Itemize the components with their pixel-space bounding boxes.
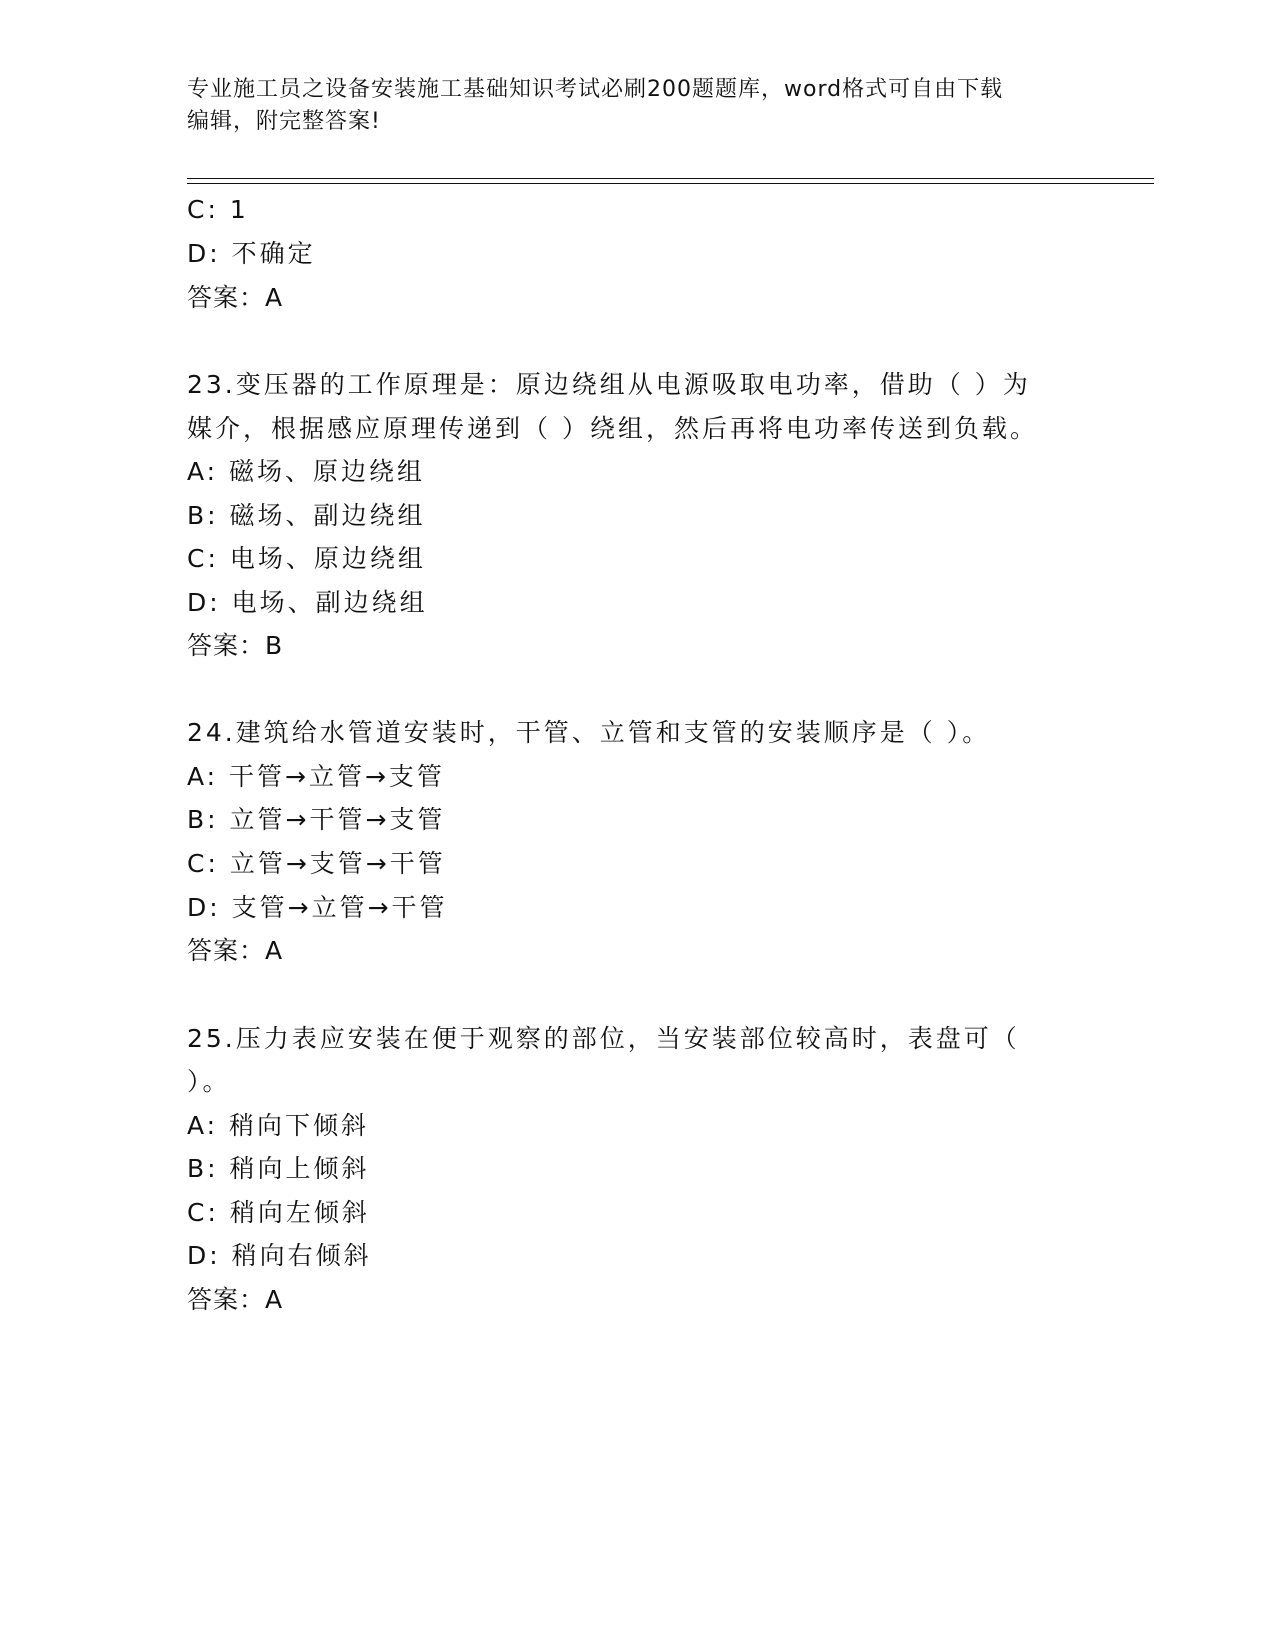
header-divider-bottom bbox=[187, 183, 1154, 184]
q23-option-c: C: 电场、原边绕组 bbox=[187, 544, 426, 573]
q22-option-c: C: 1 bbox=[187, 195, 249, 224]
q23-stem-line-2: 媒介，根据感应原理传递到（ ）绕组，然后再将电功率传送到负载。 bbox=[187, 414, 1038, 443]
q23-option-a: A: 磁场、原边绕组 bbox=[187, 457, 426, 486]
q24-option-c: C: 立管→支管→干管 bbox=[187, 849, 446, 878]
q22-option-d: D: 不确定 bbox=[187, 239, 316, 268]
q24-answer: 答案：A bbox=[187, 936, 284, 965]
header-divider-top bbox=[187, 178, 1154, 179]
q23-option-d: D: 电场、副边绕组 bbox=[187, 588, 428, 617]
q25-stem-line-2: ）。 bbox=[187, 1067, 231, 1096]
q24-option-d: D: 支管→立管→干管 bbox=[187, 893, 448, 922]
header-title-line-2: 编辑，附完整答案! bbox=[187, 109, 381, 134]
q23-answer: 答案：B bbox=[187, 631, 284, 660]
q25-option-a: A: 稍向下倾斜 bbox=[187, 1111, 370, 1140]
q23-stem-line-1: 23.变压器的工作原理是：原边绕组从电源吸取电功率，借助（ ）为 bbox=[187, 370, 1031, 399]
q25-option-b: B: 稍向上倾斜 bbox=[187, 1154, 370, 1183]
header-title-line-1: 专业施工员之设备安装施工基础知识考试必刷200题题库，word格式可自由下载 bbox=[187, 77, 1004, 102]
document-header bbox=[187, 74, 1087, 138]
q24-stem-line-1: 24.建筑给水管道安装时，干管、立管和支管的安装顺序是（ ）。 bbox=[187, 718, 991, 747]
q25-stem-line-1: 25.压力表应安装在便于观察的部位，当安装部位较高时，表盘可（ bbox=[187, 1024, 1020, 1053]
q23-option-b: B: 磁场、副边绕组 bbox=[187, 501, 426, 530]
q25-option-c: C: 稍向左倾斜 bbox=[187, 1198, 370, 1227]
q24-option-a: A: 干管→立管→支管 bbox=[187, 762, 445, 791]
q24-option-b: B: 立管→干管→支管 bbox=[187, 805, 446, 834]
q22-answer: 答案：A bbox=[187, 283, 284, 312]
q25-answer: 答案：A bbox=[187, 1285, 284, 1314]
q25-option-d: D: 稍向右倾斜 bbox=[187, 1241, 372, 1270]
